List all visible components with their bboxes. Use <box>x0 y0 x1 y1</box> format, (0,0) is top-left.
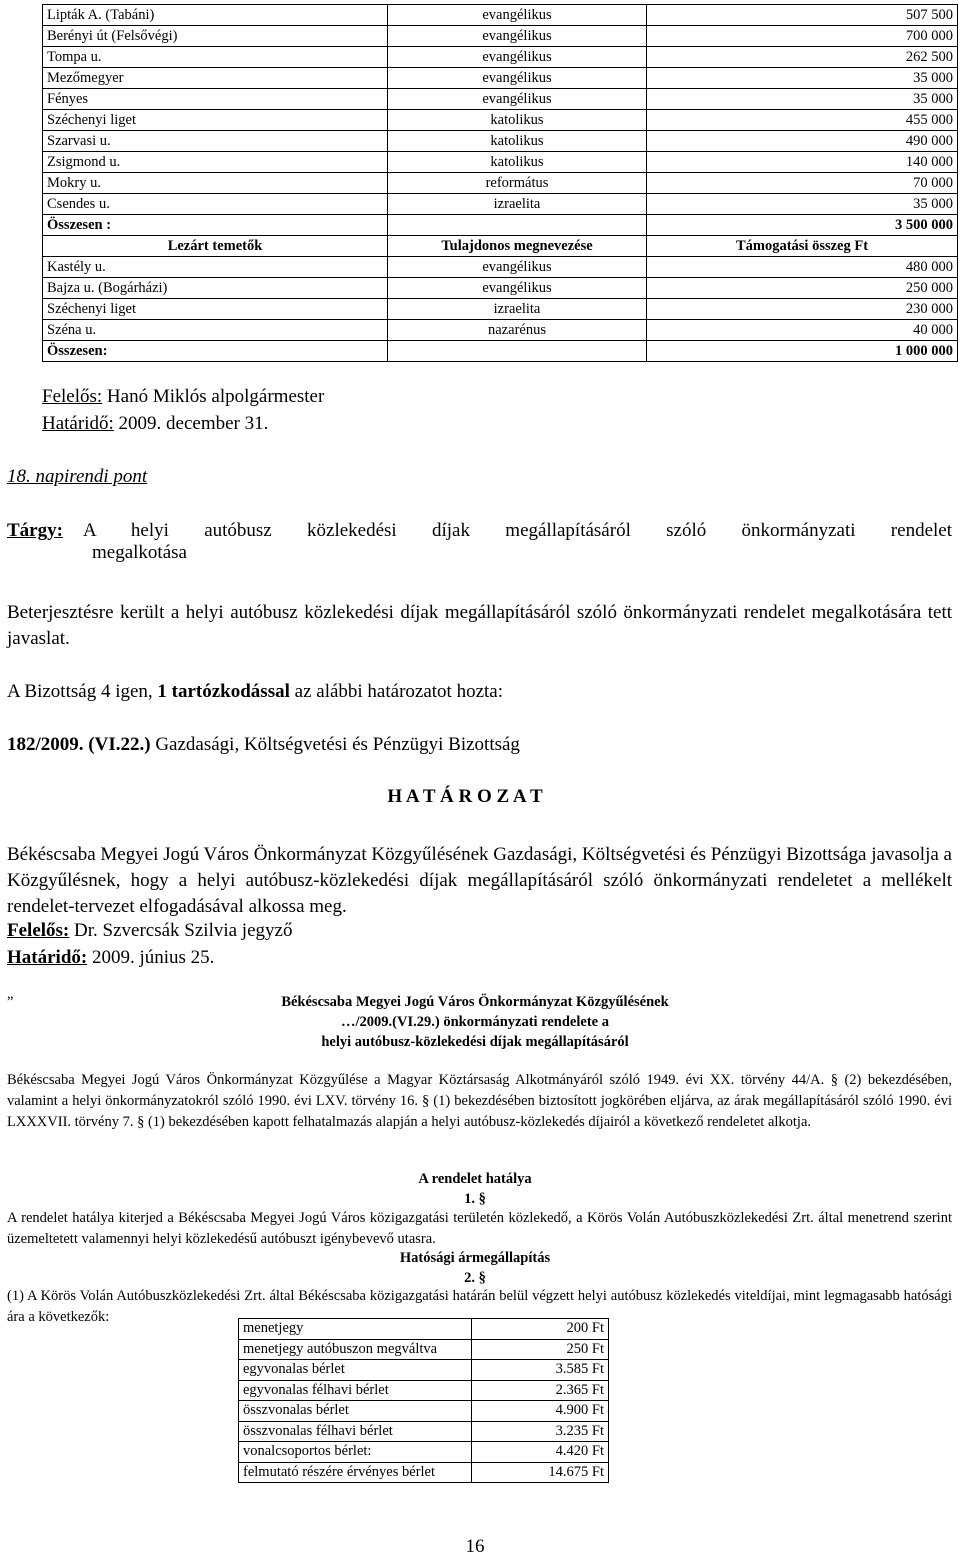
section2-text: (1) A Körös Volán Autóbuszközlekedési Zrt. által Békéscsaba közigazgatási határán belül végzett helyi autóbusz közlekedés viteldíjai, mint legmagasabb hatósági ára a következők: <box>7 1288 952 1325</box>
table-row: Lipták A. (Tabáni) evangélikus 507 500 <box>43 5 958 26</box>
table-row: Széchenyi liget katolikus 455 000 <box>43 110 958 131</box>
table-row: menetjegy 200 Ft <box>239 1319 609 1340</box>
resolution-line: 182/2009. (VI.22.) Gazdasági, Költségvetési és Pénzügyi Bizottság <box>7 734 520 755</box>
price-table <box>238 1318 609 1483</box>
decree-title: Békéscsaba Megyei Jogú Város Önkormányzat Közgyűlésének …/2009.(VI.29.) önkormányzati rendelete a helyi autóbusz-közlekedési díjak megállapításáról <box>281 994 669 1050</box>
table-row: Berényi út (Felsővégi) evangélikus 700 000 <box>43 26 958 47</box>
section2-heading: Hatósági ármegállapítás 2. § <box>399 1250 551 1286</box>
quote-mark: „ <box>7 986 14 1002</box>
responsible-line-1: Felelős: Hanó Miklós alpolgármester <box>42 386 325 407</box>
table-row: Zsigmond u. katolikus 140 000 <box>43 152 958 173</box>
table-row: Fényes evangélikus 35 000 <box>43 89 958 110</box>
table-row: Mezőmegyer evangélikus 35 000 <box>43 68 958 89</box>
table-row: összvonalas félhavi bérlet 3.235 Ft <box>239 1421 609 1442</box>
table-row: Csendes u. izraelita 35 000 <box>43 194 958 215</box>
section1-text: A rendelet hatálya kiterjed a Békéscsaba Megyei Jogú Város közigazgatási területén közlekedő, a Körös Volán Autóbuszközlekedési Zrt. által menetrend szerint üzemeltetett valamennyi helyi közlekedésű autóbuszt igénybevevő utasra. <box>7 1210 952 1247</box>
resolution-paragraph: Békéscsaba Megyei Jogú Város Önkormányzat Közgyűlésének Gazdasági, Költségvetési és Pénzügyi Bizottsága javasolja a Közgyűlésnek, hogy a helyi autóbusz-közlekedési díjak megállapításáról szóló önkormányzati rendeletet a mellékelt rendelet-tervezet elfogadásával alkossa meg. <box>7 844 952 917</box>
responsible-line-2: Felelős: Dr. Szvercsák Szilvia jegyző <box>7 920 293 941</box>
cemetery-support-table <box>42 4 958 362</box>
table-row: egyvonalas bérlet 3.585 Ft <box>239 1360 609 1381</box>
deadline-line-1: Határidő: 2009. december 31. <box>42 413 269 434</box>
table-row: felmutató részére érvényes bérlet 14.675 Ft <box>239 1462 609 1483</box>
table-row: Kastély u. evangélikus 480 000 <box>43 257 958 278</box>
table-row: összvonalas bérlet 4.900 Ft <box>239 1401 609 1422</box>
table-total-row: Összesen: 1 000 000 <box>43 341 958 362</box>
hatarozat-heading: H A T Á R O Z A T <box>387 786 543 807</box>
subject-block: Tárgy: A helyi autóbusz közlekedési díjak megállapításáról szóló önkormányzati rendelet megalkotása <box>7 520 952 563</box>
section1-heading: A rendelet hatálya 1. § <box>418 1171 532 1207</box>
page-number: 16 <box>465 1536 485 1557</box>
table-row: Bajza u. (Bogárházi) evangélikus 250 000 <box>43 278 958 299</box>
table-row: vonalcsoportos bérlet: 4.420 Ft <box>239 1442 609 1463</box>
proposal-paragraph: Beterjesztésre került a helyi autóbusz közlekedési díjak megállapításáról szóló önkormányzati rendelet megalkotására tett javaslat. <box>7 602 952 649</box>
preamble-paragraph: Békéscsaba Megyei Jogú Város Önkormányzat Közgyűlése a Magyar Köztársaság Alkotmányáról szóló 1949. évi XX. törvény 44/A. § (2) bekezdésében, valamint a helyi önkormányzatokról szóló 1990. évi LXV. törvény 16. § (1) bekezdésében biztosított jogkörében eljárva, az árak megállapításáról szóló 1990. évi LXXXVII. törvény 7. § (1) bekezdésében kapott felhatalmazás alapján a helyi autóbusz-közlekedés díjairól a következő rendeletet alkotja. <box>7 1072 952 1130</box>
table-row: Tompa u. evangélikus 262 500 <box>43 47 958 68</box>
table-row: egyvonalas félhavi bérlet 2.365 Ft <box>239 1380 609 1401</box>
table-row: Szarvasi u. katolikus 490 000 <box>43 131 958 152</box>
table-header-row: Lezárt temetők Tulajdonos megnevezése Támogatási összeg Ft <box>43 236 958 257</box>
deadline-line-2: Határidő: 2009. június 25. <box>7 947 215 968</box>
table-row: Mokry u. református 70 000 <box>43 173 958 194</box>
table-row: Széchenyi liget izraelita 230 000 <box>43 299 958 320</box>
table-row: Széna u. nazarénus 40 000 <box>43 320 958 341</box>
vote-line: A Bizottság 4 igen, 1 tartózkodással az alábbi határozatot hozta: <box>7 681 504 702</box>
agenda-point-heading: 18. napirendi pont <box>7 466 148 487</box>
table-row: menetjegy autóbuszon megváltva 250 Ft <box>239 1339 609 1360</box>
table-total-row: Összesen : 3 500 000 <box>43 215 958 236</box>
